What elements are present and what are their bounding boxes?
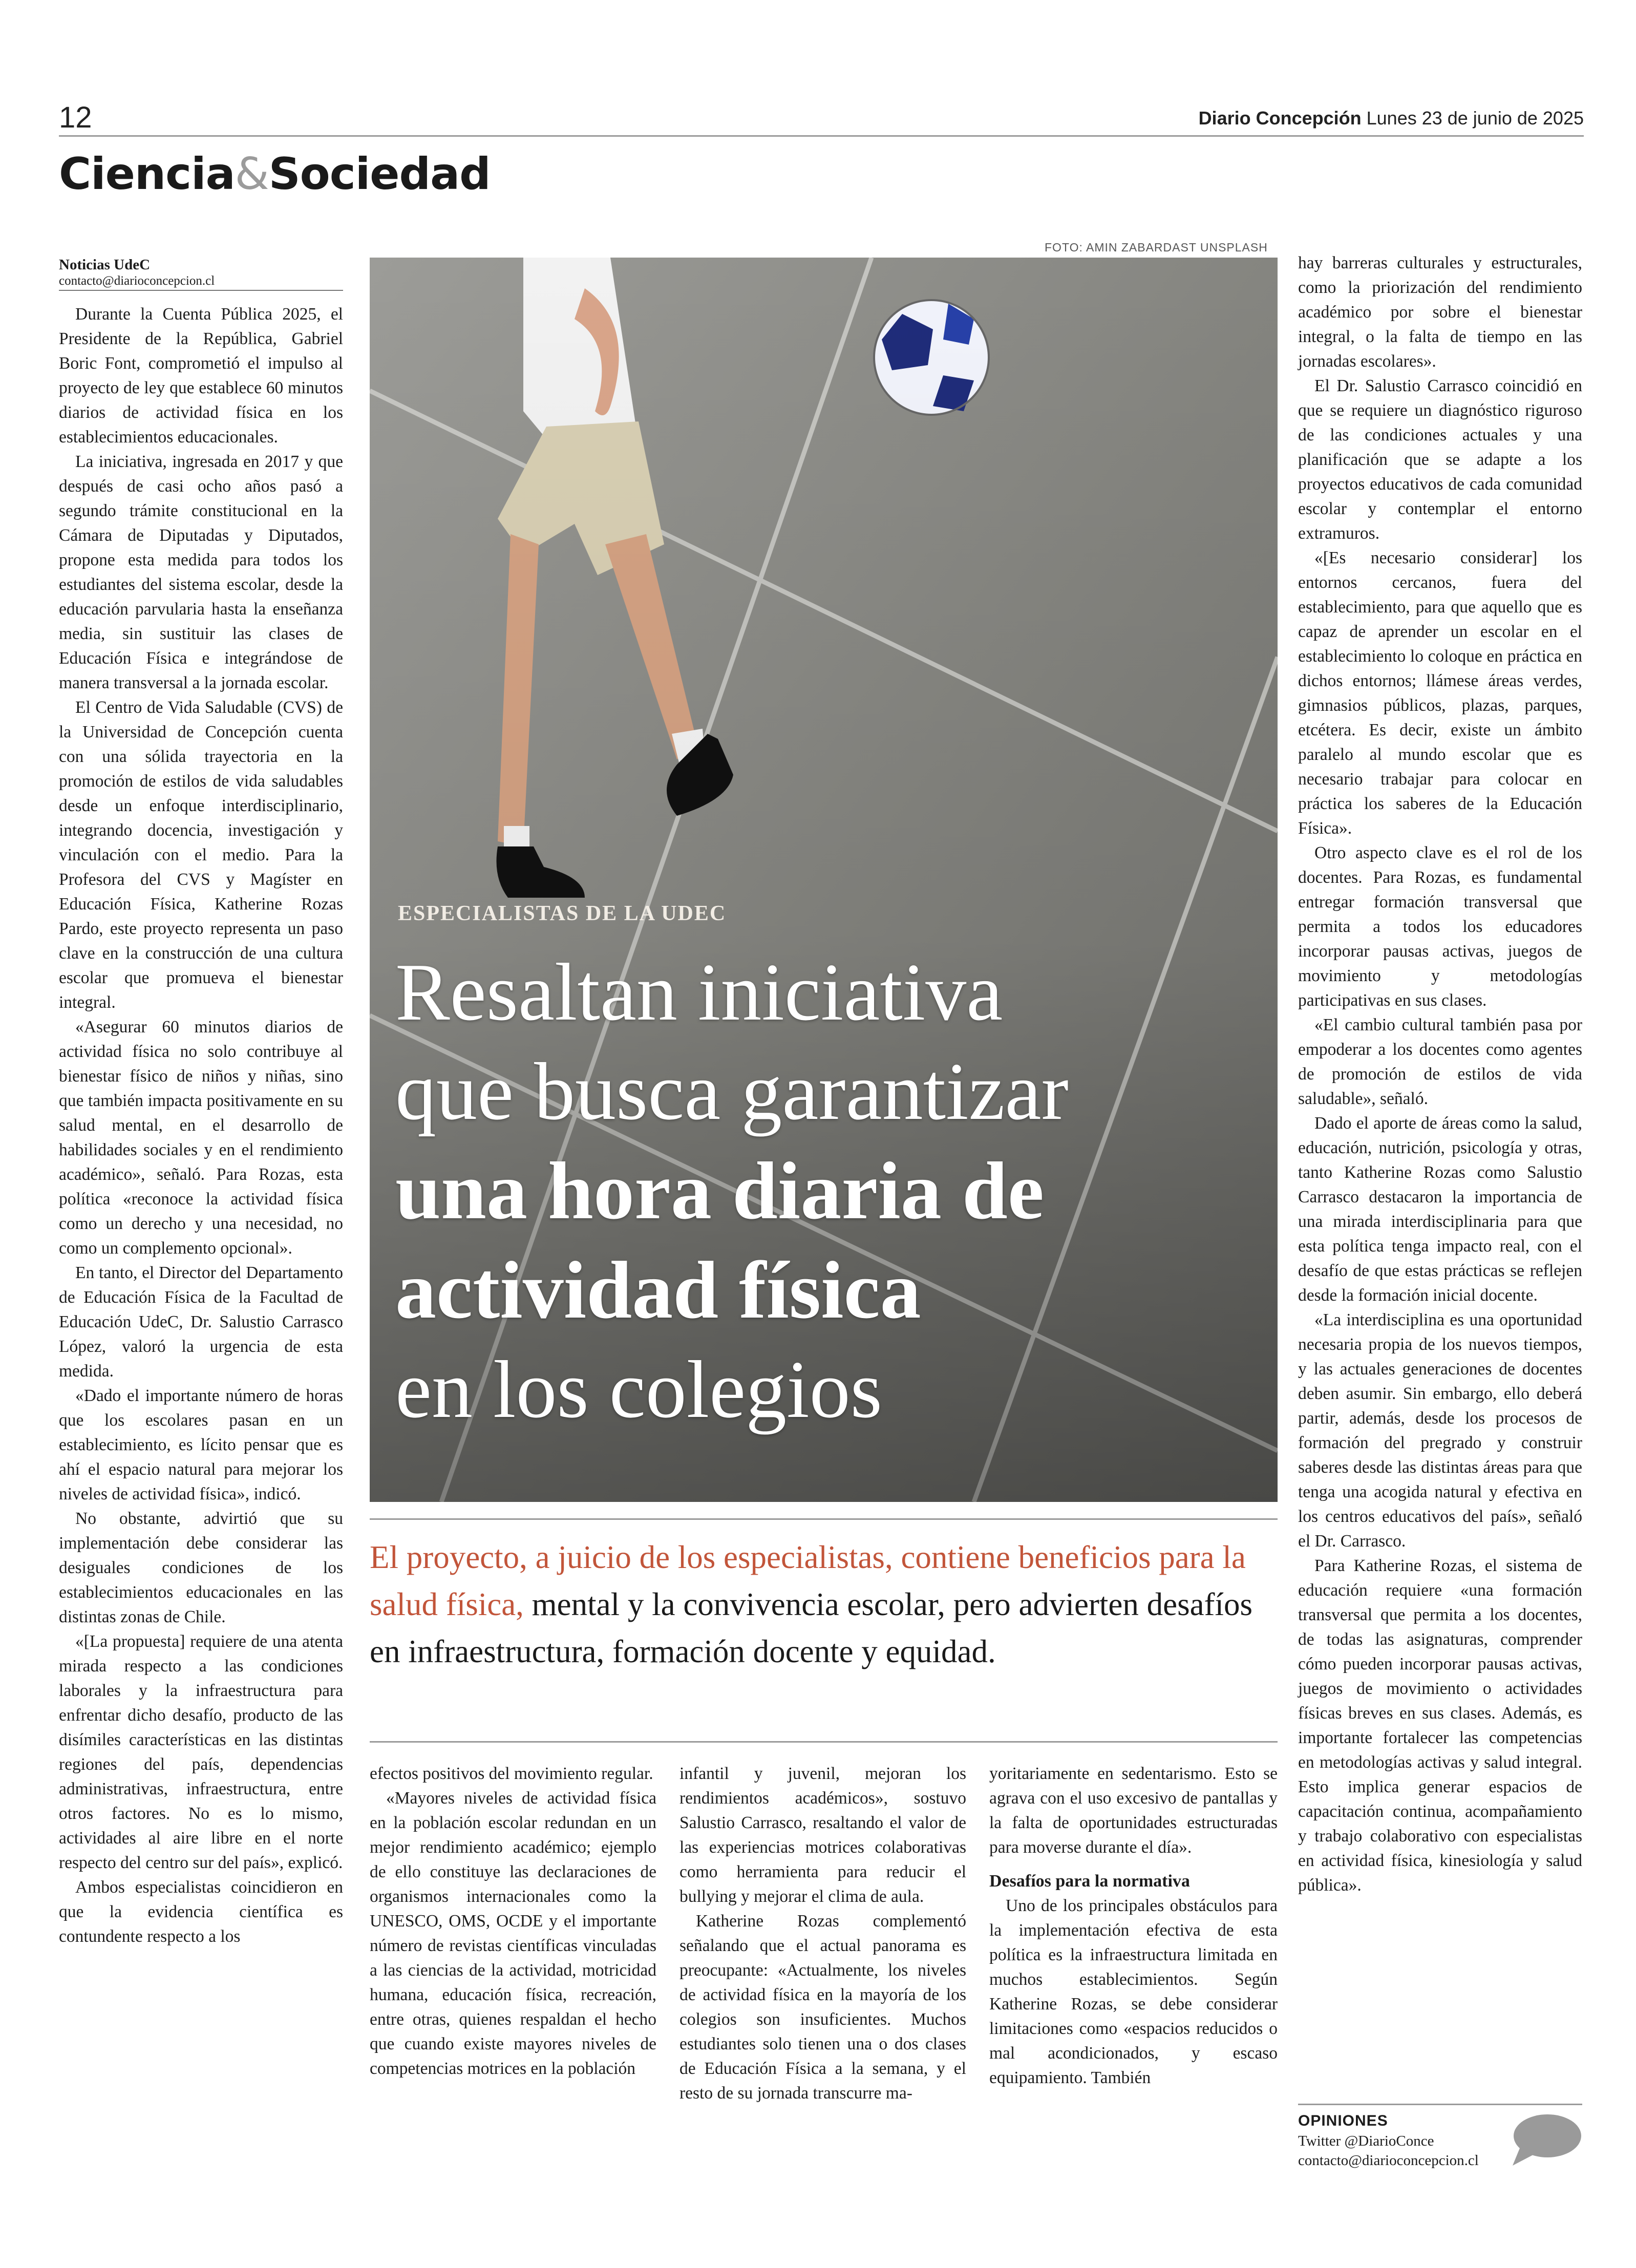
paragraph: «[La propuesta] requiere de una atenta mirada respecto a las condiciones laborales y la infraestructura para enfrentar dicho desafío, producto de las disímiles características en las distintas regiones del país, dependencias administrativas, infraestructura, entre otros factores. No es lo mismo, actividades al aire libre en el norte respecto del centro sur del país», explicó. xyxy=(59,1632,343,1872)
article-column-3 xyxy=(679,1762,966,2106)
paragraph: «El cambio cultural también pasa por empoderar a los docentes como agentes de promoción de estilos de vida saludable», señaló. xyxy=(1298,1015,1582,1108)
photo-credit: FOTO: AMIN ZABARDAST UNSPLASH xyxy=(1045,241,1268,254)
deck-highlight: El proyecto, a juicio de los especialistas, contiene beneficios para la salud física, xyxy=(370,1539,1246,1622)
headline xyxy=(395,942,1069,1439)
paragraph: La iniciativa, ingresada en 2017 y que después de casi ocho años pasó a segundo trámite constitucional en la Cámara de Diputadas y Diputados, propone esta medida para todos los estudiantes del sistema escolar, desde la educación parvularia hasta la enseñanza media, sin sustituir las clases de Educación Física e integrándose de manera transversal a la jornada escolar. xyxy=(59,452,343,692)
paragraph: Dado el aporte de áreas como la salud, educación, nutrición, psicología y otras, tanto Katherine Rozas como Salustio Carrasco destacaron la importancia de una mirada interdisciplinaria para que esta política tenga impacto real, con el desafío de que estas prácticas se reflejen desde la formación inicial docente. xyxy=(1298,1114,1582,1305)
paragraph: No obstante, advirtió que su implementación debe considerar las desiguales condiciones de los establecimientos educacionales en las distintas zonas de Chile. xyxy=(59,1509,343,1626)
byline xyxy=(59,256,343,289)
paragraph: Katherine Rozas complementó señalando que el actual panorama es preocupante: «Actualmente, los niveles de actividad física en la mayoría de los colegios son insuficientes. Muchos estudiantes solo tienen una o dos clases de Educación Física a la semana, y el resto de su jornada transcurre ma- xyxy=(679,1912,966,2103)
opinions-twitter[interactable]: Twitter @DiarioConce xyxy=(1298,2133,1434,2149)
deck xyxy=(370,1534,1278,1675)
section-title-right: Sociedad xyxy=(268,149,491,200)
deck-rule-bottom xyxy=(370,1741,1278,1743)
paragraph: «Dado el importante número de horas que los escolares pasan en un establecimiento, es lícito pensar que es ahí el espacio natural para mejorar los niveles de actividad física», indicó. xyxy=(59,1386,343,1503)
opinions-box xyxy=(1298,2111,1479,2170)
deck-rest: mental y la convivencia escolar, pero advierten desafíos en infraestructura, formación docente y equidad. xyxy=(370,1586,1253,1669)
section-title-left: Ciencia xyxy=(59,149,235,200)
paragraph: En tanto, el Director del Departamento de Educación Física de la Facultad de Educación UdeC, Dr. Salustio Carrasco López, valoró la urgencia de esta medida. xyxy=(59,1263,343,1381)
paragraph: infantil y juvenil, mejoran los rendimientos académicos», sostuvo Salustio Carrasco, resaltando el valor de las experiencias motrices colaborativas como herramienta para reducir el bullying y mejorar el clima de aula. xyxy=(679,1764,966,1906)
byline-rule xyxy=(59,290,343,291)
newspaper-name: Diario Concepción xyxy=(1198,108,1362,129)
opinions-title: OPINIONES xyxy=(1298,2112,1388,2129)
paragraph: Otro aspecto clave es el rol de los docentes. Para Rozas, es fundamental entregar formación transversal que permita a todos los educadores incorporar pausas activas, juegos de movimiento y metodologías participativas en sus clases. xyxy=(1298,843,1582,1010)
deck-rule-top xyxy=(370,1518,1278,1520)
subhead: Desafíos para la normativa xyxy=(989,1872,1190,1891)
opinions-email[interactable]: contacto@diarioconcepcion.cl xyxy=(1298,2152,1479,2169)
paragraph: Para Katherine Rozas, el sistema de educación requiere «una formación transversal que permita a los docentes, de todas las asignaturas, comprender cómo pueden incorporar pausas activas, juegos de movimiento o actividades físicas breves en sus clases. Además, es importante fortalecer las competencias en metodologías activas y salud integral. Esto implica generar espacios de capacitación continua, acompañamiento y trabajo colaborativo con especialistas en actividad física, kinesiología y salud pública». xyxy=(1298,1556,1582,1895)
opinions-rule xyxy=(1298,2104,1582,2105)
paragraph: Ambos especialistas coincidieron en que la evidencia científica es contundente respecto a los xyxy=(59,1878,343,1946)
headline-line: una hora diaria de xyxy=(395,1145,1044,1236)
paragraph: «La interdisciplina es una oportunidad necesaria propia de los nuevos tiempos, y las actuales generaciones de docentes deben asumir. Sin embargo, ello deberá partir, además, desde los procesos de formación del pregrado y construir saberes desde las distintas áreas para que tenga una acogida natural y efectiva en los centros educativos del país», señaló el Dr. Carrasco. xyxy=(1298,1310,1582,1551)
paragraph: hay barreras culturales y estructurales, como la priorización del rendimiento académico por sobre el bienestar integral, o la falta de tiempo en las jornadas escolares». xyxy=(1298,253,1582,371)
kicker: ESPECIALISTAS DE LA UDEC xyxy=(398,902,727,925)
section-title xyxy=(59,149,491,200)
article-column-5 xyxy=(1298,251,1582,1898)
headline-line: que busca garantizar xyxy=(395,1046,1069,1137)
headline-line: Resaltan iniciativa xyxy=(395,946,1003,1037)
header-rule xyxy=(59,135,1584,137)
article-column-2 xyxy=(370,1762,656,2081)
headline-line: actividad física xyxy=(395,1244,921,1336)
headline-line: en los colegios xyxy=(395,1344,882,1435)
paragraph: efectos positivos del movimiento regular. xyxy=(370,1764,653,1783)
section-title-amp: & xyxy=(235,149,269,200)
edition-date: Lunes 23 de junio de 2025 xyxy=(1366,108,1584,129)
speech-bubble-icon xyxy=(1510,2112,1582,2168)
article-column-4 xyxy=(989,1762,1278,2090)
article-column-1 xyxy=(59,302,343,1949)
paragraph: «Asegurar 60 minutos diarios de actividad física no solo contribuye al bienestar físico de niños y niñas, sino que también impacta positivamente en su salud mental, en el desarrollo de habilidades sociales y en el rendimiento académico», señaló. Para Rozas, esta política «reconoce la actividad física como un derecho y una necesidad, no como un complemento opcional». xyxy=(59,1018,343,1258)
paragraph: «[Es necesario considerar] los entornos cercanos, fuera del establecimiento, para que aquello que es capaz de aprender un escolar en el establecimiento lo coloque en práctica en dichos entornos; llámese áreas verdes, gimnasios públicos, plazas, parques, etcétera. Es decir, existe un ámbito paralelo al mundo escolar que es necesario trabajar para colocar en práctica los saberes de la Educación Física». xyxy=(1298,548,1582,838)
paragraph: Durante la Cuenta Pública 2025, el Presidente de la República, Gabriel Boric Font, comprometió el impulso al proyecto de ley que establece 60 minutos diarios de actividad física en los establecimientos educacionales. xyxy=(59,305,343,447)
page-number: 12 xyxy=(59,101,92,134)
byline-source: Noticias UdeC xyxy=(59,257,151,273)
paragraph: «Mayores niveles de actividad física en la población escolar redundan en un mejor rendimiento académico; ejemplo de ello constituye las declaraciones de organismos internacionales como la UNESCO, OMS, OCDE y el importante número de revistas científicas vinculadas a las ciencias de la actividad, motricidad humana, educación física, recreación, entre otras, quienes respaldan el hecho que cuando existe mayores niveles de competencias motrices en la población xyxy=(370,1789,656,2078)
paragraph: yoritariamente en sedentarismo. Esto se agrava con el uso excesivo de pantallas y la falta de oportunidades estructuradas para moverse durante el día». xyxy=(989,1764,1278,1857)
masthead xyxy=(1199,108,1584,129)
paragraph: Uno de los principales obstáculos para la implementación efectiva de esta política es la infraestructura limitada en muchos establecimientos. Según Katherine Rozas, se debe considerar limitaciones como «espacios reducidos o mal acondicionados, y escaso equipamiento. También xyxy=(989,1896,1278,2087)
byline-email: contacto@diarioconcepcion.cl xyxy=(59,274,215,288)
paragraph: El Dr. Salustio Carrasco coincidió en que se requiere un diagnóstico riguroso de las condiciones actuales y una planificación que se adapte a los proyectos educativos de cada comunidad escolar y contemplar el entorno extramuros. xyxy=(1298,376,1582,543)
paragraph: El Centro de Vida Saludable (CVS) de la Universidad de Concepción cuenta con una sólida trayectoria en la promoción de estilos de vida saludables desde un enfoque interdisciplinario, integrando docencia, investigación y vinculación con el medio. Para la Profesora del CVS y Magíster en Educación Física, Katherine Rozas Pardo, este proyecto representa un paso clave en la construcción de una cultura escolar que promueva el bienestar integral. xyxy=(59,698,343,1012)
